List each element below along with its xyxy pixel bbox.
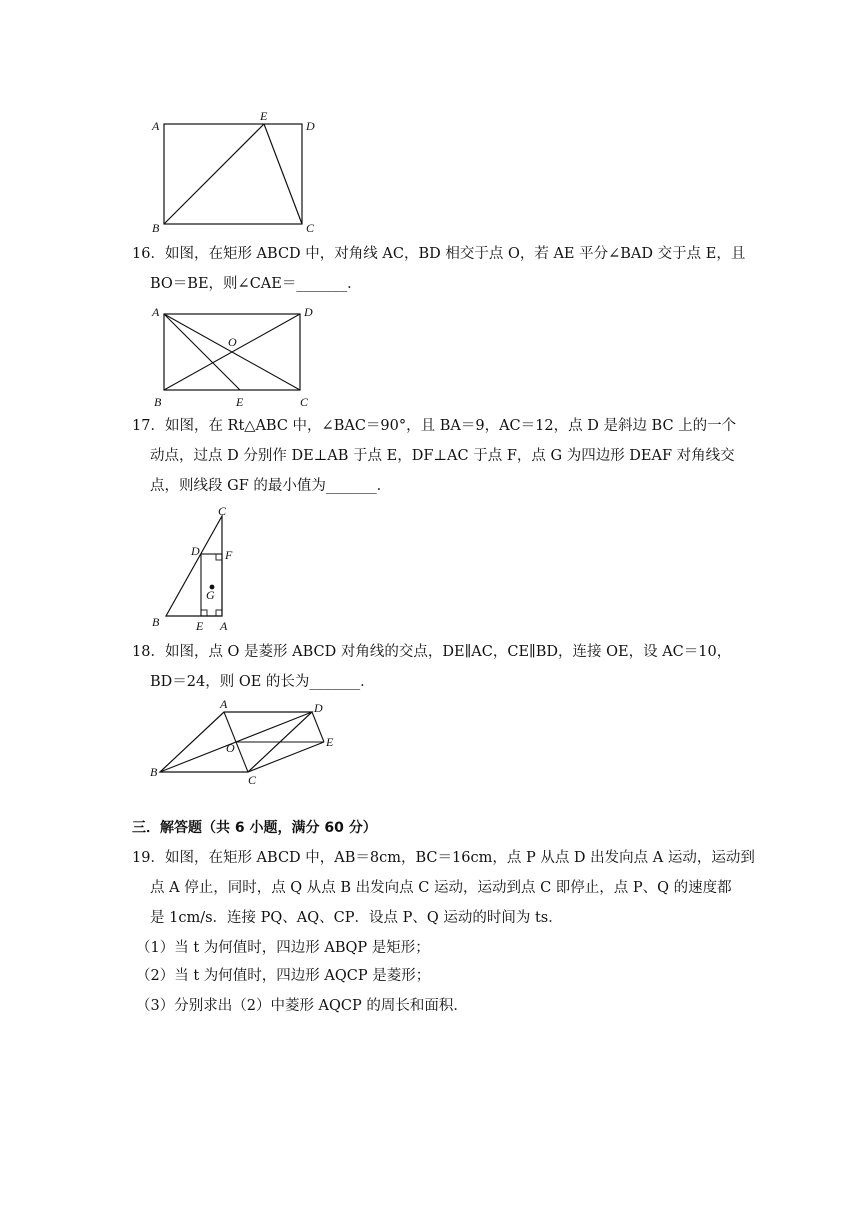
- label-c: C: [218, 504, 227, 518]
- q16-line-2: BO＝BE，则∠CAE＝_______．: [150, 276, 362, 292]
- q17-line-3: 点，则线段 GF 的最小值为_______．: [150, 478, 392, 494]
- label-b: B: [154, 395, 162, 409]
- q18-line-2: BD＝24，则 OE 的长为_______．: [150, 674, 375, 690]
- q18-figure: [146, 698, 346, 788]
- label-d: D: [306, 119, 315, 133]
- q19-line-3: 是 1cm/s．连接 PQ、AQ、CP．设点 P、Q 运动的时间为 ts．: [150, 910, 563, 926]
- label-b: B: [152, 615, 160, 629]
- q18-line-1: 18．如图，点 O 是菱形 ABCD 对角线的交点，DE∥AC，CE∥BD，连接 OE，设 AC＝10，: [132, 644, 732, 660]
- segment-ec: [264, 124, 302, 224]
- segment-ae: [164, 314, 240, 390]
- label-d: D: [314, 701, 323, 715]
- label-o: O: [228, 335, 237, 349]
- rectangle-abcd: [164, 124, 302, 224]
- label-g: G: [206, 588, 215, 602]
- q17-figure: [146, 504, 256, 634]
- label-o: O: [226, 741, 235, 755]
- label-a: A: [152, 305, 160, 319]
- label-e: E: [260, 109, 268, 123]
- label-c: C: [306, 221, 315, 234]
- q19-part-3: （3）分别求出（2）中菱形 AQCP 的周长和面积．: [136, 998, 468, 1014]
- q16-figure: [148, 300, 328, 410]
- q19-part-2: （2）当 t 为何值时，四边形 AQCP 是菱形；: [136, 968, 431, 984]
- segment-ce: [248, 742, 324, 772]
- q17-line-2: 动点，过点 D 分别作 DE⊥AB 于点 E，DF⊥AC 于点 F，点 G 为四边形 DEAF 对角线交: [150, 448, 735, 464]
- label-a: A: [220, 619, 228, 633]
- right-angle-e: [201, 610, 207, 616]
- label-d: D: [304, 305, 313, 319]
- segment-de: [312, 712, 324, 742]
- right-angle-f: [216, 554, 222, 560]
- label-c: C: [300, 395, 309, 409]
- q17-line-1: 17．如图，在 Rt△ABC 中，∠BAC＝90°，且 BA＝9，AC＝12，点 D 是斜边 BC 上的一个: [132, 418, 737, 434]
- label-f: F: [225, 548, 233, 562]
- label-b: B: [150, 765, 158, 779]
- section-heading: 三．解答题（共 6 小题，满分 60 分）: [132, 820, 377, 836]
- segment-be: [164, 124, 264, 224]
- label-d: D: [191, 544, 200, 558]
- q16-line-1: 16．如图，在矩形 ABCD 中，对角线 AC，BD 相交于点 O，若 AE 平分∠BAD 交于点 E，且: [132, 246, 746, 262]
- label-a: A: [152, 119, 160, 133]
- label-a: A: [220, 698, 228, 711]
- label-e: E: [196, 619, 204, 633]
- label-e: E: [326, 735, 334, 749]
- q19-line-2: 点 A 停止，同时，点 Q 从点 B 出发向点 C 运动，运动到点 C 即停止，点 P、Q 的速度都: [150, 880, 732, 896]
- label-e: E: [236, 395, 244, 409]
- q19-line-1: 19．如图，在矩形 ABCD 中，AB＝8cm，BC＝16cm，点 P 从点 D 出发向点 A 运动，运动到: [132, 850, 755, 866]
- label-b: B: [152, 221, 160, 234]
- q15-figure: [148, 104, 328, 234]
- q19-part-1: （1）当 t 为何值时，四边形 ABQP 是矩形；: [136, 940, 430, 956]
- label-c: C: [248, 773, 257, 787]
